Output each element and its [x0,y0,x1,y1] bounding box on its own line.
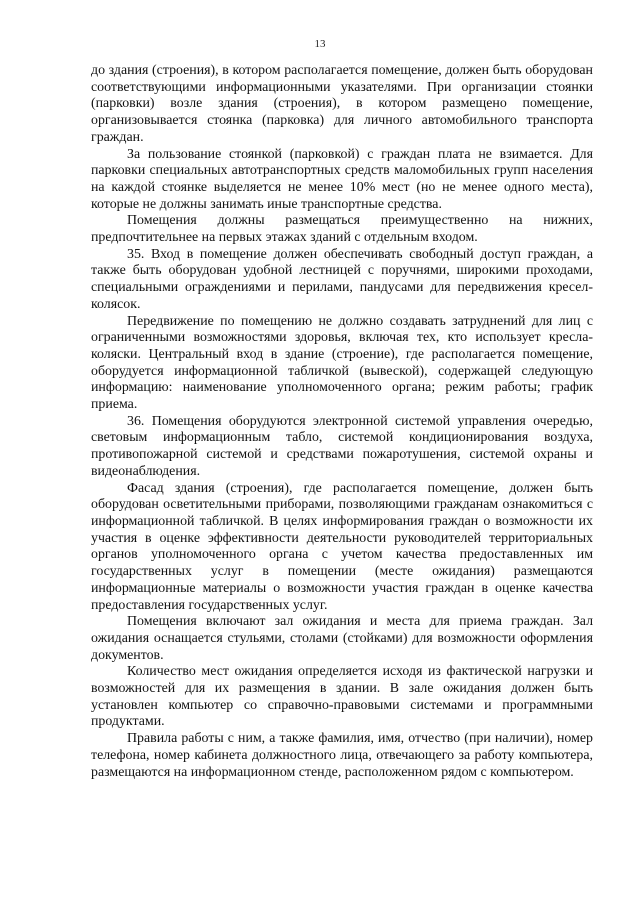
paragraph: Помещения включают зал ожидания и места для приема граждан. Зал ожидания оснащается стульями, столами (стойками) для возможности оформления документов. [91,614,593,663]
paragraph: до здания (строения), в котором располагается помещение, должен быть оборудован соответствующими информационными указателями. При организации стоянки (парковки) возле здания (строения), в котором размещено помещение, организовывается стоянка (парковка) для личного автомобильного транспорта граждан. [91,63,593,145]
paragraph: 35. Вход в помещение должен обеспечивать свободный доступ граждан, а также быть оборудован удобной лестницей с поручнями, широкими проходами, специальными ограждениями и перилами, пандусами для передвижения кресел-колясок. [91,246,593,312]
paragraph: Помещения должны размещаться преимущественно на нижних, предпочтительнее на первых этажах зданий с отдельным входом. [91,213,593,246]
paragraph: Передвижение по помещению не должно создавать затруднений для лиц с ограниченными возможностями здоровья, включая тех, кто использует кресла-коляски. Центральный вход в здание (строение), где располагается помещение, оборудуется информационной табличкой (вывеской), содержащей следующую информацию: наименование уполномоченного органа; режим работы; график приема. [91,313,593,413]
paragraph: За пользование стоянкой (парковкой) с граждан плата не взимается. Для парковки специальных автотранспортных средств маломобильных групп населения на каждой стоянке выделяется не менее 10% мест (но не менее одного места), которые не должны занимать иные транспортные средства. [91,146,593,212]
document-body [91,63,593,781]
paragraph: Фасад здания (строения), где располагается помещение, должен быть оборудован осветительными приборами, позволяющими гражданам ознакомиться с информационной табличкой. В целях информирования граждан о возможности их участия в оценке эффективности деятельности руководителей территориальных органов уполномоченного органа с учетом качества предоставленных им государственных услуг в помещении (месте ожидания) размещаются информационные материалы о возможности участия граждан в оценке качества предоставления государственных услуг. [91,480,593,613]
paragraph: Количество мест ожидания определяется исходя из фактической нагрузки и возможностей для их размещения в здании. В зале ожидания должен быть установлен компьютер со справочно-правовыми системами и программными продуктами. [91,664,593,730]
paragraph: 36. Помещения оборудуются электронной системой управления очередью, световым информационным табло, системой кондиционирования воздуха, противопожарной системой и средствами пожаротушения, системой охраны и видеонаблюдения. [91,413,593,479]
paragraph: Правила работы с ним, а также фамилия, имя, отчество (при наличии), номер телефона, номер кабинета должностного лица, отвечающего за работу компьютера, размещаются на информационном стенде, расположенном рядом с компьютером. [91,731,593,780]
page-number: 13 [314,38,326,50]
